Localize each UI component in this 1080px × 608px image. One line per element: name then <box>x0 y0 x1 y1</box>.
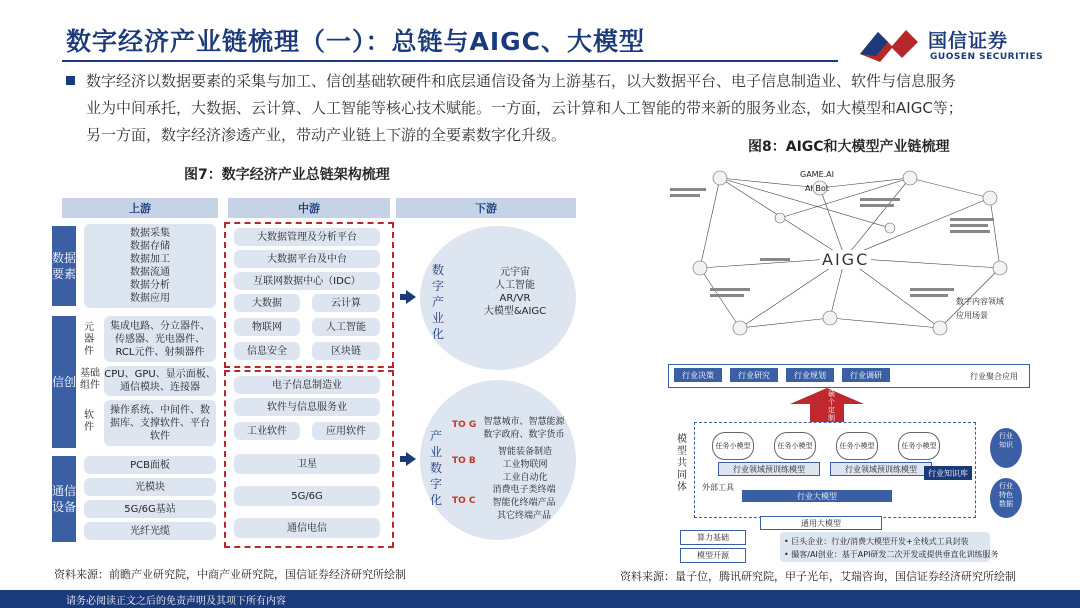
page-title: 数字经济产业链梳理（一）：总链与AIGC、大模型 <box>66 27 646 56</box>
basic-components-items: CPU、GPU、显示面板、 通信模块、连接器 <box>104 366 216 396</box>
header-midstream: 中游 <box>228 198 390 218</box>
pretrain-model-bar: 行业领域预训练模型 <box>830 462 932 476</box>
model-community-label: 模型共同体 <box>677 434 687 493</box>
intro-line: 数字经济以数据要素的采集与加工、信创基础软硬件和底层通信设备为上游基石，以大数据平台、电子信息制造业、软件与信息服务 <box>86 72 957 90</box>
aigc-center-label: AIGC <box>822 250 870 269</box>
software-label: 软件 <box>84 410 94 433</box>
task-model-cloud: 任务小模型 <box>836 432 878 460</box>
external-tools-label: 外部工具 <box>702 483 734 492</box>
pretrain-model-bar: 行业领域预训练模型 <box>718 462 820 476</box>
to-b-label: TO B <box>452 456 476 466</box>
bottom-note: • 撮客/AI创业：基于API研发二次开发或提供垂直化训练服务 <box>784 550 999 559</box>
customization-label: 硕个定制化 <box>828 390 835 430</box>
mid-item: 人工智能 <box>312 318 380 336</box>
mid-item: 信息安全 <box>234 342 300 360</box>
legend-item: 应用场景 <box>956 311 988 320</box>
general-model-bar: 通用大模型 <box>760 516 882 530</box>
comm-item: PCB面板 <box>84 456 216 474</box>
node-label: AI Bot <box>805 184 829 193</box>
to-g-items: 智慧城市、智慧能源 数字政府、数字货币 <box>483 417 565 440</box>
industry-digitization-label: 产业数字化 <box>429 429 442 507</box>
bottom-note: • 巨头企业：行业/消费大模型开发+全栈式工具封装 <box>784 537 969 546</box>
intro-line: 另一方面，数字经济渗透产业，带动产业链上下游的全要素数字化升级。 <box>86 126 567 144</box>
software-items: 操作系统、中间件、数 据库、支撑软件、平台 软件 <box>104 400 216 446</box>
data-factor-label: 数据要素 <box>52 226 76 306</box>
to-c-label: TO C <box>452 496 476 506</box>
digital-industrialization-label: 数字产业化 <box>431 263 444 341</box>
to-g-label: TO G <box>452 420 477 430</box>
mid-item: 电子信息制造业 <box>234 376 380 394</box>
industry-knowledge-label: 行业知识 <box>999 432 1013 449</box>
mid-item: 大数据 <box>234 294 300 312</box>
intro-line: 业为中间承托，大数据、云计算、人工智能等核心技术赋能。一方面，云计算和人工智能的带来新的服务业态，如大模型和AIGC等； <box>86 99 963 117</box>
guosen-logo-icon <box>858 24 920 64</box>
to-b-items: 智能装备制造 工业物联网 工业自动化 <box>497 447 552 483</box>
to-c-items: 消费电子类终端 智能化终端产品 其它终端产品 <box>492 485 556 521</box>
mid-item: 大数据管理及分析平台 <box>234 228 380 246</box>
components-items: 集成电路、分立器件、 传感器、光电器件、 RCL元件、射频器件 <box>104 316 216 362</box>
components-label: 元器件 <box>84 322 94 357</box>
header-downstream: 下游 <box>396 198 576 218</box>
basic-components-label: 基础组件 <box>80 368 100 391</box>
industry-item: 行业规划 <box>786 368 834 382</box>
industry-item: 行业研究 <box>730 368 778 382</box>
mid-item: 通信电信 <box>234 518 380 538</box>
mid-item: 应用软件 <box>312 422 380 440</box>
industry-item: 行业决策 <box>674 368 722 382</box>
mid-item: 区块链 <box>312 342 380 360</box>
compute-base-box: 算力基础 <box>680 530 746 545</box>
fig8-source: 资料来源：量子位，腾讯研究院，甲子光年，艾瑞咨询，国信证券经济研究所绘制 <box>620 570 1016 583</box>
task-model-cloud: 任务小模型 <box>712 432 754 460</box>
mid-item: 互联网数据中心（IDC） <box>234 272 380 290</box>
logo-text-en: GUOSEN SECURITIES <box>930 52 1044 62</box>
arrow-right-icon <box>406 290 416 304</box>
comm-item: 光模块 <box>84 478 216 496</box>
knowledge-base-box: 行业知识库 <box>924 466 972 480</box>
task-model-cloud: 任务小模型 <box>774 432 816 460</box>
xinchuang-label: 信创 <box>52 316 76 448</box>
task-model-cloud: 任务小模型 <box>898 432 940 460</box>
industry-item: 行业聚合应用 <box>970 372 1018 381</box>
mid-item: 卫星 <box>234 454 380 474</box>
mid-item: 5G/6G <box>234 486 380 506</box>
node-label: GAME.AI <box>800 170 835 179</box>
comm-equipment-label: 通信设备 <box>52 456 76 542</box>
industry-model-bar: 行业大模型 <box>742 490 892 502</box>
bullet-square-icon <box>66 76 75 85</box>
comm-item: 光纤光缆 <box>84 522 216 540</box>
fig8-title: 图8：AIGC和大模型产业链梳理 <box>748 139 950 155</box>
fig7-source: 资料来源：前瞻产业研究院，中商产业研究院，国信证券经济研究所绘制 <box>54 568 406 581</box>
logo-text-cn: 国信证券 <box>928 30 1009 52</box>
industry-data-label: 行业特色数据 <box>999 482 1013 508</box>
digital-industrialization-items: 元宇宙 人工智能 AR/VR 大模型&AIGC <box>483 267 547 317</box>
mid-item: 软件与信息服务业 <box>234 398 380 416</box>
model-opensource-box: 模型开源 <box>680 548 746 563</box>
legend-item: 数字内容领域 <box>956 297 1004 306</box>
mid-item: 工业软件 <box>234 422 300 440</box>
industry-item: 行业调研 <box>842 368 890 382</box>
mid-item: 云计算 <box>312 294 380 312</box>
title-divider <box>62 60 838 62</box>
footer-disclaimer: 请务必阅读正文之后的免责声明及其项下所有内容 <box>66 596 286 607</box>
arrow-right-icon <box>406 452 416 466</box>
customization-arrow-icon <box>790 388 864 422</box>
mid-item: 物联网 <box>234 318 300 336</box>
data-factor-items: 数据采集 数据存储 数据加工 数据流通 数据分析 数据应用 <box>84 224 216 308</box>
mid-item: 大数据平台及中台 <box>234 250 380 268</box>
header-upstream: 上游 <box>62 198 218 218</box>
comm-item: 5G/6G基站 <box>84 500 216 518</box>
fig7-title: 图7：数字经济产业总链架构梳理 <box>184 167 390 183</box>
